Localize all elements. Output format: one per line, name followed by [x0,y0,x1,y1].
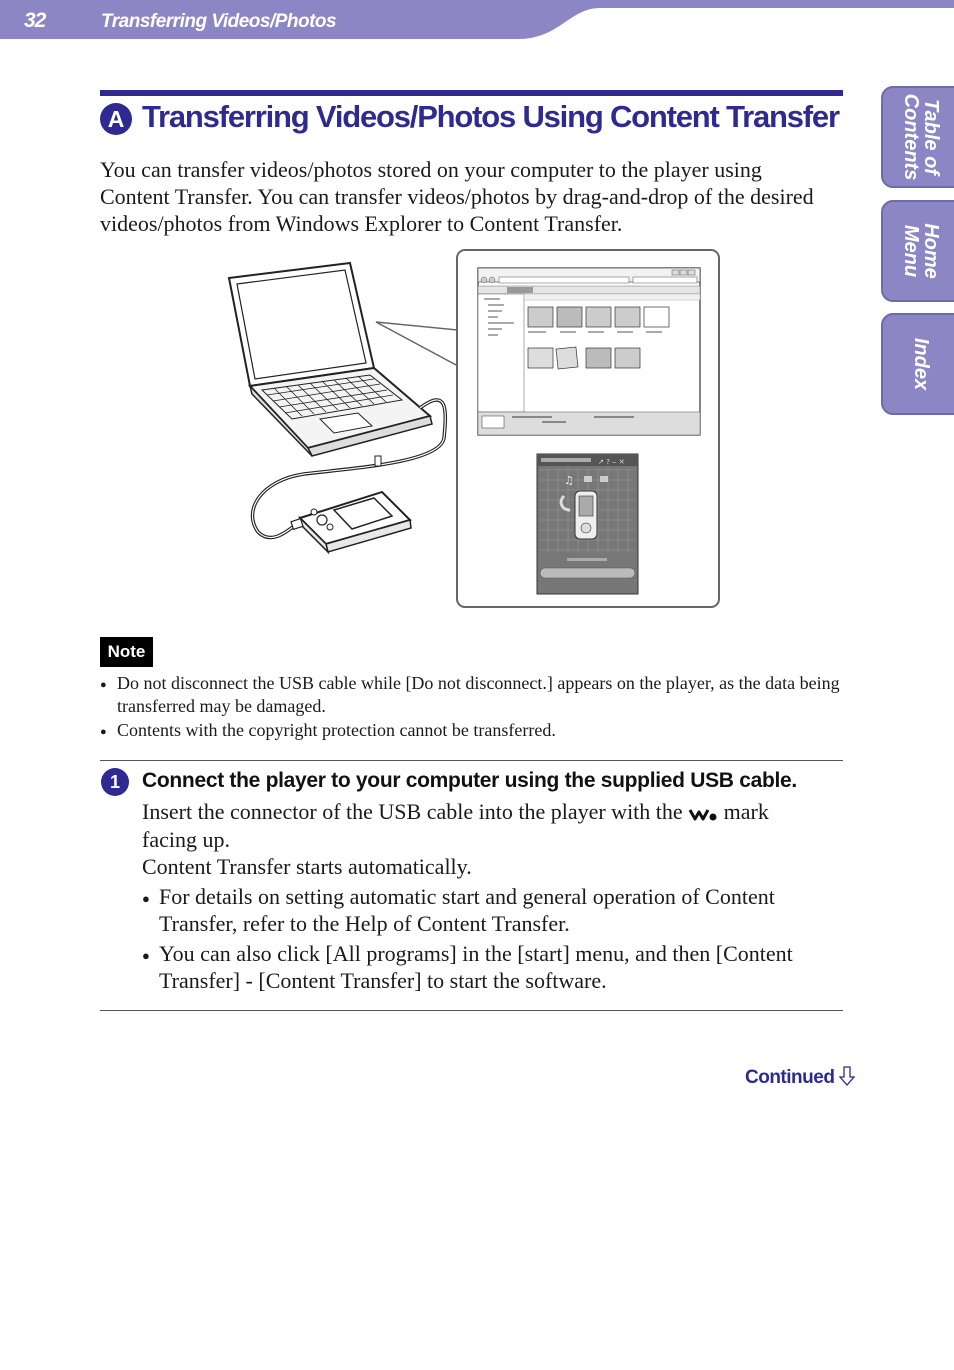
tab-index[interactable] [881,313,954,415]
tab-home-menu[interactable] [881,200,954,302]
step-top-rule [100,760,843,761]
bullet-icon: ● [100,726,107,738]
explorer-window-screenshot [478,268,700,435]
note-item-text: Contents with the copyright protection cannot be transferred. [117,720,556,740]
step-instruction [142,798,842,825]
tab-index-label: Index [910,337,932,391]
note-item [100,719,840,742]
step-bullet-text: For details on setting automatic start and general operation of Content Transfer, refer to the Help of Content Transfer. [159,884,775,936]
tab-table-of-contents[interactable] [881,86,954,188]
bullet-icon: ● [100,679,107,691]
step-bullet-item [142,883,842,937]
bullet-icon: ● [142,948,150,963]
step-bottom-rule [100,1010,843,1011]
arrow-down-icon [839,1066,855,1086]
tab-home-menu-label: Home Menu [900,223,942,279]
walkman-player-icon [291,492,411,552]
note-item-text: Do not disconnect the USB cable while [Do not disconnect.] appears on the player, as the data being transferred may be damaged. [117,673,840,716]
continued-label: Continued [745,1067,835,1088]
step-bullet-item [142,940,842,994]
walkman-logo-icon [688,806,718,822]
note-label: Note [100,637,153,667]
step-instruction-cont: facing up. [142,827,230,852]
connection-illustration [222,248,722,610]
svg-text:♫: ♫ [564,474,574,487]
laptop-icon [229,263,432,456]
step-number-badge: 1 [101,768,129,796]
note-item [100,672,840,718]
section-title: Transferring Videos/Photos Using Content Transfer [142,99,839,134]
page-number: 32 [24,9,46,32]
step-instruction-text: Insert the connector of the USB cable into the player with the [142,799,683,824]
running-title: Transferring Videos/Photos [101,11,337,32]
step-instruction-text-end: mark [723,799,769,824]
title-rule [100,90,843,96]
step-bullet-text: You can also click [All programs] in the [start] menu, and then [Content Transfer] - [Content Transfer] to start the software. [159,941,793,993]
bullet-icon: ● [142,891,150,906]
content-transfer-window-screenshot [537,454,638,594]
step-heading: Connect the player to your computer using the supplied USB cable. [142,769,797,792]
intro-paragraph: You can transfer videos/photos stored on your computer to the player using Content Transfer. You can transfer videos/photos by drag-and-drop of the desired videos/photos from Windows Explorer to Content Transfer. [100,157,814,236]
continued-link[interactable] [745,1066,855,1089]
section-badge: A [100,103,132,135]
step-result: Content Transfer starts automatically. [142,854,472,879]
svg-text:↗ ? ‒ ✕: ↗ ? ‒ ✕ [598,458,625,466]
tab-table-of-contents-label: Table of Contents [900,93,942,181]
